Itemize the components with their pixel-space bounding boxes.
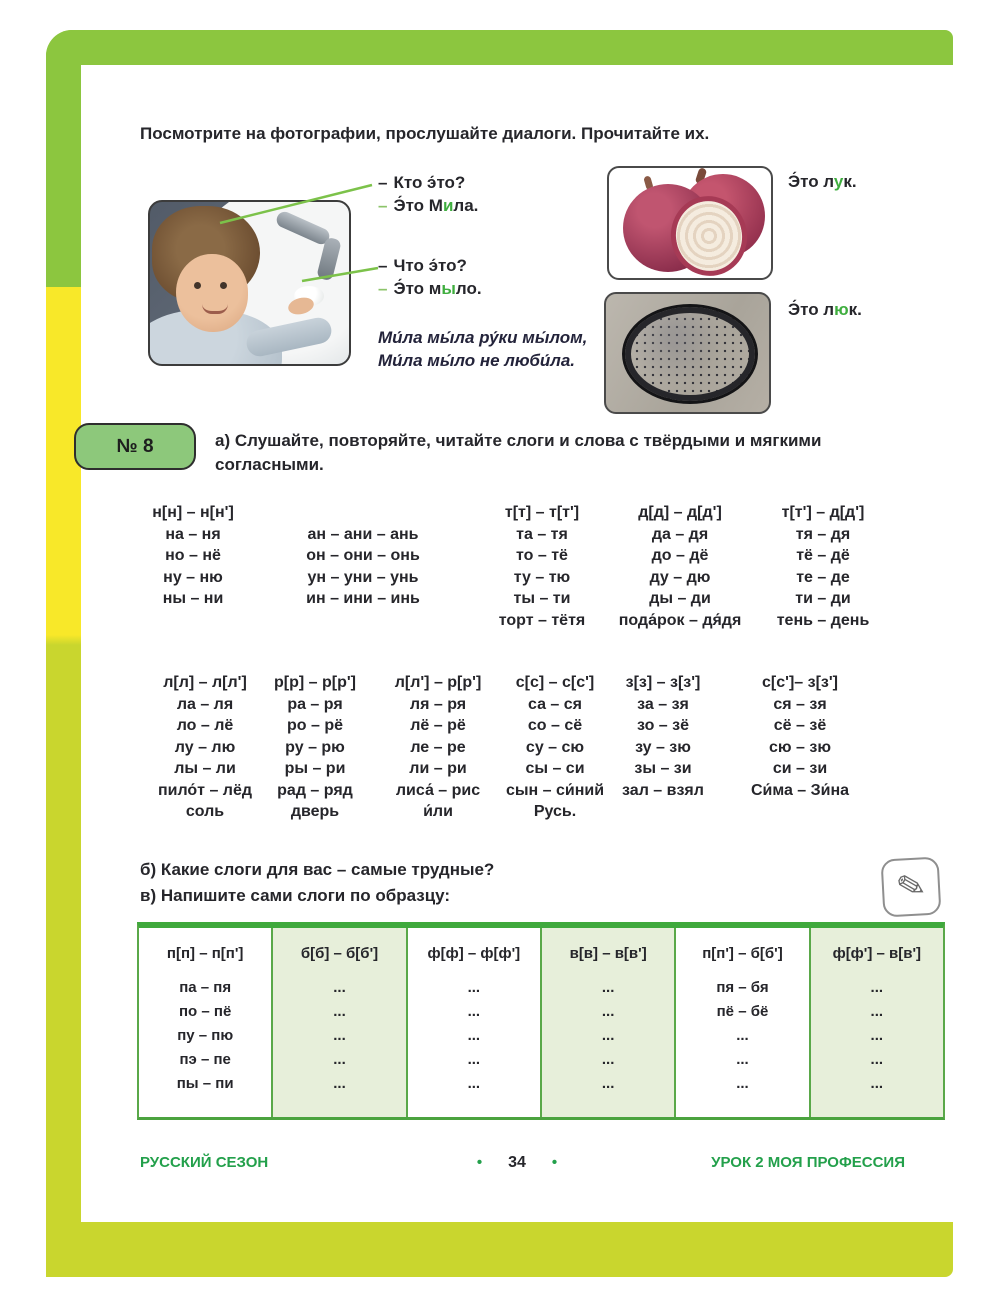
- syllable-row: то – тё: [516, 547, 568, 564]
- practice-row: ...: [870, 1003, 884, 1020]
- practice-table-column: [139, 928, 273, 1117]
- syllable-row: зы – зи: [634, 760, 692, 777]
- exercise-number-badge: № 8: [74, 423, 196, 470]
- practice-row: ...: [601, 1027, 615, 1044]
- syllable-row: до – дё: [651, 547, 709, 564]
- syllable-row: со – сё: [527, 717, 583, 734]
- practice-row: пэ – пе: [179, 1051, 231, 1068]
- syllable-column-header: р[р] – р[р']: [274, 674, 356, 691]
- syllable-row: сы – си: [525, 760, 585, 777]
- syllable-row: лы – ли: [174, 760, 236, 777]
- syllable-column-header: н[н] – н[н']: [152, 504, 234, 521]
- syllable-row: ту – тю: [513, 568, 571, 586]
- caption-text-pre: Э́то л: [788, 300, 835, 319]
- practice-rows: [811, 976, 943, 1096]
- tasks-b-c: [140, 857, 494, 909]
- syllable-row: сё – зё: [773, 717, 827, 734]
- practice-row: ...: [467, 1051, 481, 1068]
- syllable-row: пило́т – лёд: [157, 781, 253, 799]
- syllable-row: сын – си́ний: [505, 781, 605, 799]
- practice-table-column: [811, 928, 943, 1117]
- footer-lesson-title: УРОК 2 МОЯ ПРОФЕССИЯ: [711, 1154, 905, 1171]
- syllable-rows: [600, 524, 760, 632]
- footer-dot: •: [476, 1154, 483, 1171]
- syllable-column: [748, 502, 898, 631]
- tongue-twister-line-2: Ми́ла мы́ло не люби́ла.: [378, 351, 576, 370]
- syllable-row: пода́рок – дя́дя: [618, 611, 742, 629]
- practice-row: ...: [736, 1075, 749, 1092]
- syllable-row: ля – ря: [409, 695, 467, 713]
- syllable-row: ся – зя: [773, 695, 827, 713]
- syllable-column: [600, 502, 760, 631]
- dialog-dash: –: [378, 256, 388, 275]
- manhole-photo: [604, 292, 771, 414]
- task-b-question: б) Какие слоги для вас – самые трудные?: [140, 860, 495, 879]
- practice-row: ...: [870, 1027, 884, 1044]
- syllable-column-header: л[л] – л[л']: [163, 674, 247, 691]
- photo-callout-lines: [140, 165, 400, 305]
- syllable-row: и́ли: [423, 803, 453, 820]
- syllable-row: ны – ни: [162, 590, 224, 607]
- practice-row: па – пя: [179, 979, 232, 996]
- practice-table-column: [273, 928, 407, 1117]
- syllable-row: ле – ре: [410, 738, 466, 756]
- syllable-row: торт – тётя: [498, 611, 586, 629]
- syllable-row: ра – ря: [287, 695, 343, 713]
- syllable-row: ли – ри: [409, 760, 467, 777]
- practice-row: ...: [601, 1075, 615, 1092]
- syllable-row: ро – рё: [286, 717, 343, 734]
- syllable-column-header: д[д] – д[д']: [638, 504, 722, 521]
- syllable-rows: [472, 524, 612, 632]
- syllable-row: те – де: [796, 568, 850, 586]
- syllable-row: тя – дя: [795, 525, 851, 543]
- task-a-instruction: а) Слушайте, повторяйте, читайте слоги и слова с твёрдыми и мягкими согласными.: [215, 431, 822, 474]
- dialog-1-question: [378, 171, 478, 194]
- practice-row: ...: [601, 1051, 615, 1068]
- dialog-question-text: Кто э́то?: [393, 173, 466, 192]
- syllable-row: ло – лё: [176, 717, 234, 734]
- syllable-row: да – дя: [651, 525, 709, 543]
- dialog-dash: –: [378, 196, 388, 215]
- syllable-column-header: т[т] – т[т']: [504, 504, 580, 521]
- practice-row: пы – пи: [176, 1075, 234, 1092]
- practice-row: ...: [467, 1075, 481, 1092]
- syllable-row: лиса́ – рис: [395, 781, 481, 799]
- syllable-column: [283, 502, 443, 610]
- syllable-row: соль: [185, 803, 225, 820]
- syllable-row: ры – ри: [284, 760, 346, 777]
- practice-column-header: б[б] – б[б']: [300, 945, 379, 962]
- caption-text-post: к.: [843, 172, 857, 191]
- practice-row: пё – бё: [716, 1003, 769, 1020]
- syllable-row: но – нё: [165, 547, 221, 564]
- syllable-row: ти – ди: [795, 590, 851, 607]
- syllable-row: он – они – онь: [306, 547, 420, 564]
- practice-row: ...: [333, 1075, 346, 1092]
- practice-row: ...: [736, 1051, 749, 1068]
- syllable-row: тё – дё: [796, 547, 850, 564]
- syllable-row: зал – взял: [622, 781, 704, 799]
- practice-row: ...: [601, 979, 615, 996]
- syllable-row: за – зя: [637, 695, 689, 713]
- syllable-block-2: [0, 672, 1000, 832]
- syllable-row: ла – ля: [176, 695, 234, 713]
- tongue-twister: [378, 326, 587, 372]
- page-footer: [81, 1154, 953, 1176]
- practice-column-header: в[в] – в[в']: [569, 945, 647, 962]
- practice-row: ...: [736, 1027, 749, 1044]
- syllable-row: са – ся: [527, 695, 582, 713]
- dialog-2-answer: [378, 277, 482, 300]
- practice-column-header: ф[ф] – ф[ф']: [427, 945, 521, 962]
- practice-rows: [676, 976, 808, 1096]
- practice-row: ...: [333, 1051, 346, 1068]
- syllable-row: ды – ди: [649, 590, 711, 607]
- dialog-question-text: Что э́то?: [393, 256, 467, 275]
- writing-exercise-icon: [881, 857, 942, 918]
- answer-highlight-letter: и: [442, 196, 454, 215]
- syllable-row: рад – ряд: [277, 781, 353, 799]
- syllable-row: зо – зё: [637, 717, 689, 734]
- callout-line-who: [220, 185, 372, 223]
- footer-book-title: РУССКИЙ СЕЗОН: [140, 1154, 269, 1171]
- tongue-twister-line-1: Ми́ла мы́ла ру́ки мы́лом,: [378, 328, 588, 347]
- syllable-rows: [378, 694, 498, 823]
- practice-row: ...: [333, 979, 346, 996]
- syllable-column: [260, 672, 370, 823]
- practice-row: ...: [870, 1075, 884, 1092]
- practice-column-header: ф[ф'] – в[в']: [832, 945, 922, 962]
- practice-table-column: [408, 928, 542, 1117]
- syllable-column-header: с[с] – с[с']: [515, 674, 595, 691]
- syllable-column: [472, 502, 612, 631]
- caption-text-post: к.: [848, 300, 862, 319]
- syllable-row: та – тя: [516, 525, 568, 543]
- syllable-row: дверь: [290, 803, 340, 820]
- syllable-row: зу – зю: [635, 738, 691, 756]
- left-color-band: [46, 30, 81, 1277]
- practice-row: ...: [333, 1027, 346, 1044]
- page-number: 34: [508, 1154, 526, 1171]
- syllable-rows: [725, 694, 875, 802]
- syllable-row: си – зи: [772, 760, 828, 777]
- syllable-row: ну – ню: [163, 568, 223, 586]
- pencil-icon: ✎: [892, 864, 930, 910]
- syllable-row: Русь.: [533, 803, 577, 820]
- practice-row: ...: [870, 1051, 884, 1068]
- dialog-1-answer: [378, 194, 478, 217]
- syllable-column-header: [283, 502, 443, 524]
- practice-row: ...: [467, 1003, 481, 1020]
- practice-rows: [542, 976, 674, 1096]
- practice-table-column: [676, 928, 810, 1117]
- syllable-column-header: т[т'] – д[д']: [781, 504, 865, 521]
- syllable-column: [133, 502, 253, 610]
- syllable-row: су – сю: [525, 738, 585, 756]
- syllable-rows: [608, 694, 718, 802]
- practice-rows: [139, 976, 271, 1096]
- practice-rows: [273, 976, 405, 1096]
- syllable-column: [490, 672, 620, 823]
- answer-text-post: ла.: [453, 196, 479, 215]
- syllable-row: ан – ани – ань: [307, 525, 419, 543]
- syllable-column: [145, 672, 265, 823]
- syllable-row: ун – уни – унь: [307, 568, 419, 586]
- syllable-column: [378, 672, 498, 823]
- practice-table: [137, 922, 945, 1120]
- syllable-row: ин – ини – инь: [306, 590, 420, 607]
- answer-highlight-letter: ы: [441, 279, 456, 298]
- syllable-rows: [133, 524, 253, 610]
- practice-row: пя – бя: [716, 979, 769, 996]
- practice-rows: [408, 976, 540, 1096]
- bottom-chartreuse-band: [46, 1222, 953, 1277]
- syllable-row: ты – ти: [513, 590, 571, 607]
- syllable-block-1: [0, 502, 1000, 642]
- practice-row: пу – пю: [177, 1027, 234, 1044]
- intro-instruction: Посмотрите на фотографии, прослушайте диалоги. Прочитайте их.: [140, 124, 710, 143]
- syllable-column: [608, 672, 718, 801]
- syllable-rows: [748, 524, 898, 632]
- practice-row: ...: [870, 979, 884, 996]
- dialog-dash: –: [378, 173, 388, 192]
- footer-dot: •: [551, 1154, 558, 1171]
- practice-table-column: [542, 928, 676, 1117]
- syllable-row: Си́ма – Зи́на: [750, 781, 850, 799]
- dialog-2: [378, 254, 482, 300]
- answer-text-post: ло.: [455, 279, 482, 298]
- syllable-row: на – ня: [165, 525, 221, 543]
- practice-row: по – пё: [179, 1003, 232, 1020]
- dialog-1: [378, 171, 478, 217]
- syllable-rows: [283, 524, 443, 610]
- practice-row: ...: [601, 1003, 615, 1020]
- caption-text-pre: Э́то л: [788, 172, 834, 191]
- dialog-2-question: [378, 254, 482, 277]
- syllable-row: сю – зю: [769, 738, 831, 756]
- dialog-dash: –: [378, 279, 388, 298]
- syllable-rows: [490, 694, 620, 823]
- onion-photo: [607, 166, 773, 280]
- manhole-cover-shape: [622, 304, 758, 404]
- syllable-row: лё – рё: [410, 717, 466, 734]
- syllable-row: лу – лю: [174, 738, 236, 756]
- caption-highlight-letter: ю: [834, 300, 849, 319]
- syllable-column-header: з[з] – з[з']: [625, 674, 701, 691]
- syllable-row: ру – рю: [285, 738, 345, 756]
- syllable-column-header: с[с']– з[з']: [762, 674, 838, 691]
- practice-row: ...: [467, 979, 481, 996]
- syllable-rows: [260, 694, 370, 823]
- syllable-column: [725, 672, 875, 801]
- top-green-band: [46, 30, 953, 65]
- practice-column-header: п[п'] – б[б']: [702, 945, 783, 962]
- syllable-rows: [145, 694, 265, 823]
- syllable-row: ду – дю: [649, 568, 711, 586]
- answer-text-pre: Э́то М: [393, 196, 443, 215]
- caption-highlight-letter: у: [833, 172, 844, 191]
- task-c-instruction: в) Напишите сами слоги по образцу:: [140, 886, 451, 905]
- syllable-column-header: л[л'] – р[р']: [394, 674, 482, 691]
- syllable-row: тень – день: [776, 611, 870, 629]
- manhole-caption: [788, 300, 862, 320]
- practice-row: ...: [333, 1003, 346, 1020]
- onion-caption: [788, 172, 857, 192]
- practice-column-header: п[п] – п[п']: [166, 945, 244, 962]
- answer-text-pre: Э́то м: [393, 279, 442, 298]
- callout-line-what: [302, 268, 378, 281]
- practice-row: ...: [467, 1027, 481, 1044]
